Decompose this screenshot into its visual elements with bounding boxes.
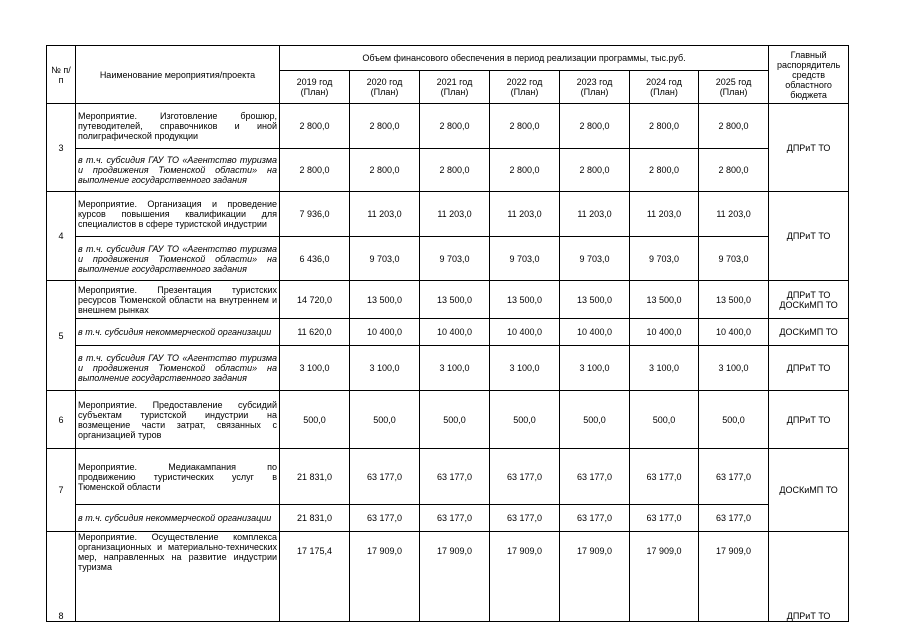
value-cell: 11 203,0 — [630, 192, 699, 237]
table-row — [47, 346, 849, 391]
value-cell: 10 400,0 — [350, 319, 420, 346]
value-cell: 9 703,0 — [490, 237, 560, 281]
value-cell: 10 400,0 — [630, 319, 699, 346]
manager-cell: ДПРиТ ТО — [769, 346, 849, 391]
header-num: № п/п — [47, 46, 76, 104]
value-cell: 13 500,0 — [630, 281, 699, 319]
manager-cell: ДОСКиМП ТО — [769, 449, 849, 532]
value-cell: 2 800,0 — [699, 149, 769, 192]
value-cell: 2 800,0 — [560, 149, 630, 192]
document-page — [46, 45, 848, 621]
table-row — [47, 104, 849, 149]
value-cell: 2 800,0 — [350, 149, 420, 192]
activity-name: Мероприятие. Осуществление комплекса организационных и материально-технических мер, направленных на развитие индустрии туризма — [76, 532, 280, 622]
table-row — [47, 237, 849, 281]
header-year: 2024 год (План) — [630, 71, 699, 104]
manager-cell: ДПРиТ ТО — [769, 192, 849, 281]
value-cell: 500,0 — [560, 391, 630, 449]
value-cell: 17 909,0 — [699, 532, 769, 622]
value-cell: 63 177,0 — [560, 505, 630, 532]
value-cell: 500,0 — [280, 391, 350, 449]
manager-cell: ДПРиТ ТО ДОСКиМП ТО — [769, 281, 849, 319]
value-cell: 11 203,0 — [420, 192, 490, 237]
value-cell: 13 500,0 — [699, 281, 769, 319]
value-cell: 17 909,0 — [350, 532, 420, 622]
value-cell: 63 177,0 — [699, 449, 769, 505]
header-year: 2021 год (План) — [420, 71, 490, 104]
activity-subsidy: в т.ч. субсидия некоммерческой организации — [76, 319, 280, 346]
value-cell: 500,0 — [490, 391, 560, 449]
row-number: 8 — [47, 532, 76, 622]
value-cell: 3 100,0 — [350, 346, 420, 391]
value-cell: 13 500,0 — [350, 281, 420, 319]
value-cell: 9 703,0 — [699, 237, 769, 281]
value-cell: 2 800,0 — [350, 104, 420, 149]
activity-subsidy: в т.ч. субсидия некоммерческой организации — [76, 505, 280, 532]
header-name: Наименование мероприятия/проекта — [76, 46, 280, 104]
value-cell: 63 177,0 — [350, 449, 420, 505]
value-cell: 63 177,0 — [560, 449, 630, 505]
value-cell: 3 100,0 — [420, 346, 490, 391]
value-cell: 500,0 — [350, 391, 420, 449]
value-cell: 3 100,0 — [280, 346, 350, 391]
activity-name: Мероприятие. Изготовление брошюр, путеводителей, справочников и иной полиграфической продукции — [76, 104, 280, 149]
value-cell: 21 831,0 — [280, 505, 350, 532]
header-manager: Главный распорядитель средств областного бюджета — [769, 46, 849, 104]
value-cell: 3 100,0 — [630, 346, 699, 391]
value-cell: 14 720,0 — [280, 281, 350, 319]
value-cell: 21 831,0 — [280, 449, 350, 505]
activity-subsidy: в т.ч. субсидия ГАУ ТО «Агентство туризма и продвижения Тюменской области» на выполнение государственного задания — [76, 346, 280, 391]
manager-cell: ДПРиТ ТО — [769, 391, 849, 449]
value-cell: 63 177,0 — [420, 505, 490, 532]
value-cell: 10 400,0 — [490, 319, 560, 346]
value-cell: 2 800,0 — [490, 149, 560, 192]
header-year: 2019 год (План) — [280, 71, 350, 104]
row-number: 3 — [47, 104, 76, 192]
value-cell: 63 177,0 — [699, 505, 769, 532]
table-row — [47, 149, 849, 192]
value-cell: 11 203,0 — [490, 192, 560, 237]
value-cell: 2 800,0 — [420, 149, 490, 192]
value-cell: 6 436,0 — [280, 237, 350, 281]
value-cell: 13 500,0 — [560, 281, 630, 319]
value-cell: 7 936,0 — [280, 192, 350, 237]
activity-name: Мероприятие. Организация и проведение курсов повышения квалификации для специалистов в сфере туристской индустрии — [76, 192, 280, 237]
value-cell: 500,0 — [699, 391, 769, 449]
header-volume: Объем финансового обеспечения в период реализации программы, тыс.руб. — [280, 46, 769, 71]
value-cell: 500,0 — [420, 391, 490, 449]
value-cell: 2 800,0 — [490, 104, 560, 149]
value-cell: 11 203,0 — [560, 192, 630, 237]
value-cell: 3 100,0 — [560, 346, 630, 391]
value-cell: 17 909,0 — [420, 532, 490, 622]
value-cell: 17 909,0 — [630, 532, 699, 622]
activity-name: Мероприятие. Предоставление субсидий субъектам туристской индустрии на возмещение части затрат, связанных с организацией туров — [76, 391, 280, 449]
value-cell: 500,0 — [630, 391, 699, 449]
value-cell: 2 800,0 — [420, 104, 490, 149]
table-row — [47, 449, 849, 505]
header-year: 2020 год (План) — [350, 71, 420, 104]
header-year: 2025 год (План) — [699, 71, 769, 104]
value-cell: 10 400,0 — [560, 319, 630, 346]
value-cell: 11 203,0 — [350, 192, 420, 237]
header-year: 2022 год (План) — [490, 71, 560, 104]
manager-cell: ДОСКиМП ТО — [769, 319, 849, 346]
value-cell: 2 800,0 — [630, 104, 699, 149]
value-cell: 11 620,0 — [280, 319, 350, 346]
value-cell: 13 500,0 — [490, 281, 560, 319]
value-cell: 63 177,0 — [630, 449, 699, 505]
row-number: 4 — [47, 192, 76, 281]
activity-name: Мероприятие. Медиакампания по продвижению туристических услуг в Тюменской области — [76, 449, 280, 505]
value-cell: 9 703,0 — [420, 237, 490, 281]
value-cell: 9 703,0 — [630, 237, 699, 281]
value-cell: 10 400,0 — [420, 319, 490, 346]
row-number: 6 — [47, 391, 76, 449]
value-cell: 2 800,0 — [699, 104, 769, 149]
row-number: 7 — [47, 449, 76, 532]
manager-cell: ДПРиТ ТО — [769, 532, 849, 622]
value-cell: 17 175,4 — [280, 532, 350, 622]
value-cell: 2 800,0 — [280, 149, 350, 192]
value-cell: 63 177,0 — [420, 449, 490, 505]
value-cell: 9 703,0 — [350, 237, 420, 281]
table-row — [47, 391, 849, 449]
table-row — [47, 319, 849, 346]
value-cell: 63 177,0 — [490, 449, 560, 505]
header-year: 2023 год (План) — [560, 71, 630, 104]
table-row — [47, 505, 849, 532]
value-cell: 2 800,0 — [560, 104, 630, 149]
value-cell: 63 177,0 — [630, 505, 699, 532]
row-number: 5 — [47, 281, 76, 391]
financing-table — [46, 45, 849, 622]
value-cell: 9 703,0 — [560, 237, 630, 281]
table-row — [47, 281, 849, 319]
value-cell: 3 100,0 — [699, 346, 769, 391]
table-row — [47, 532, 849, 622]
value-cell: 11 203,0 — [699, 192, 769, 237]
value-cell: 3 100,0 — [490, 346, 560, 391]
value-cell: 2 800,0 — [280, 104, 350, 149]
value-cell: 17 909,0 — [560, 532, 630, 622]
value-cell: 2 800,0 — [630, 149, 699, 192]
value-cell: 10 400,0 — [699, 319, 769, 346]
manager-cell: ДПРиТ ТО — [769, 104, 849, 192]
activity-name: Мероприятие. Презентация туристских ресурсов Тюменской области на внутреннем и внешнем рынках — [76, 281, 280, 319]
value-cell: 17 909,0 — [490, 532, 560, 622]
value-cell: 63 177,0 — [350, 505, 420, 532]
activity-subsidy: в т.ч. субсидия ГАУ ТО «Агентство туризма и продвижения Тюменской области» на выполнение государственного задания — [76, 149, 280, 192]
value-cell: 63 177,0 — [490, 505, 560, 532]
table-row — [47, 192, 849, 237]
value-cell: 13 500,0 — [420, 281, 490, 319]
activity-subsidy: в т.ч. субсидия ГАУ ТО «Агентство туризма и продвижения Тюменской области» на выполнение государственного задания — [76, 237, 280, 281]
